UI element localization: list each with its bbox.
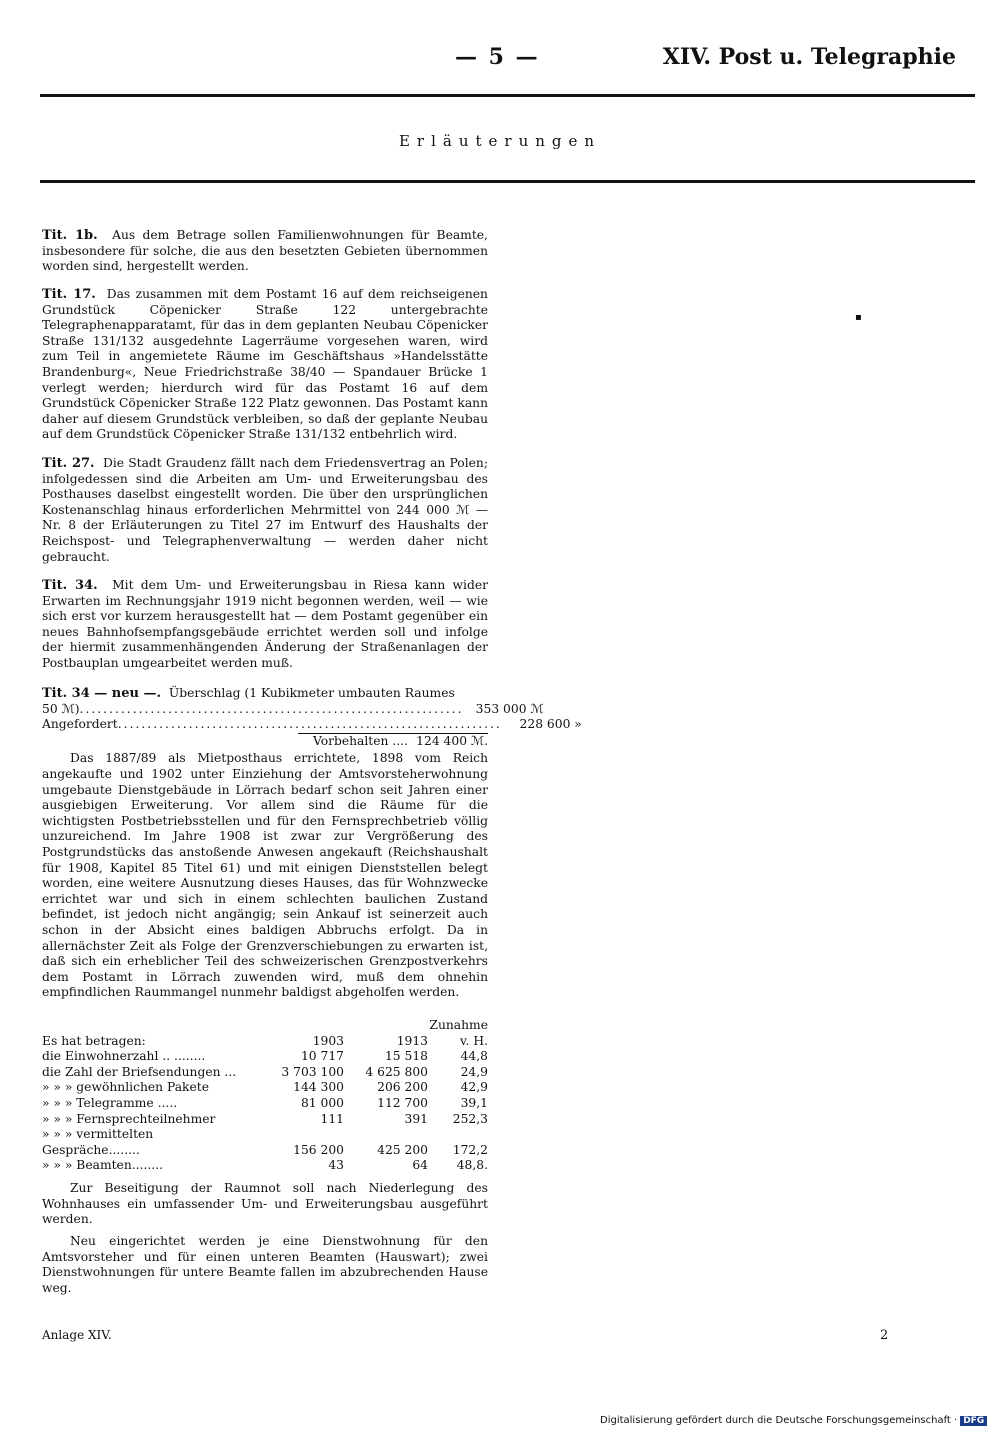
- paragraph-text: Mit dem Um- und Erweiterungsbau in Riesa kann wider Erwarten im Rechnungsjahr 1919 nicht begonnen werden, weil — wie sich erst vor kurzem herausgestellt hat — dem Postamt gegenüber ein neues Bahnhofsempfangsgebäude errichtet werden soll und infolge der hiermit zusammenhängenden Änderung der Straßenanlagen der Postbauplan umgearbeitet werden muß.: [42, 578, 488, 670]
- reserved-value: 124 400 ℳ.: [416, 733, 488, 748]
- table-row: [42, 1112, 488, 1128]
- column-header: Zunahme v. H.: [429, 1018, 488, 1048]
- header-rule: [40, 94, 975, 97]
- digitization-note: [600, 1415, 987, 1426]
- paragraph-text: Aus dem Betrage sollen Familienwohnungen für Beamte, insbesondere für solche, die aus den besetzten Gebieten übernommen worden sind, hergestellt werden.: [42, 228, 488, 274]
- reserved-label: Vorbehalten ....: [312, 733, 408, 748]
- row-label: » » » vermittelten Gespräche........: [42, 1127, 154, 1157]
- row-label: » » » Telegramme .....: [42, 1095, 178, 1110]
- row-label: » » » gewöhnlichen Pakete: [42, 1080, 209, 1095]
- row-label: » » » Beamten........: [42, 1158, 164, 1173]
- column-header: Es hat betragen:: [42, 1033, 146, 1048]
- title-label: Tit. 1b.: [42, 228, 98, 243]
- estimate-row: [42, 701, 544, 718]
- requested-row: [42, 717, 582, 733]
- row-label: » » » Fernsprechteilnehmer: [42, 1111, 216, 1126]
- value-1903: 111: [320, 1111, 344, 1126]
- value-increase: 24,9: [460, 1064, 488, 1079]
- paragraph-text: Die Stadt Graudenz fällt nach dem Friedensvertrag an Polen; infolgedessen sind die Arbeiten am Um- und Erweiterungsbau des Posthauses daselbst eingestellt worden. Die über den ursprünglichen Kostenanschlag hinaus erforderlichen Mehrmittel von 244 000 ℳ — Nr. 8 der Erläuterungen zu Titel 27 im Entwurf des Haushalts der Reichspost- und Telegraphenverwaltung — werden daher nicht gebraucht.: [42, 456, 488, 564]
- paragraph-tit-34: [42, 578, 488, 672]
- table-row: [42, 1049, 488, 1065]
- statistics-table-wrap: [42, 1018, 488, 1174]
- title-label: Tit. 17.: [42, 287, 96, 302]
- paragraph-tit-1b: [42, 228, 488, 275]
- speck-mark: ▪: [855, 312, 862, 323]
- row-label: die Zahl der Briefsendungen ...: [42, 1064, 237, 1079]
- column-header: 1903: [312, 1033, 344, 1048]
- closing-text: Neu eingerichtet werden je eine Dienstwohnung für den Amtsvorsteher und für einen unteren Beamten (Hauswart); zwei Dienstwohnungen für untere Beamte fallen im abzubrechenden Hause weg.: [42, 1234, 488, 1295]
- estimate-label: 50 ℳ): [42, 701, 80, 716]
- table-row: [42, 1065, 488, 1081]
- value-1903: 81 000: [300, 1095, 344, 1110]
- row-label: die Einwohnerzahl .. ........: [42, 1049, 206, 1064]
- value-increase: 48,8.: [456, 1158, 488, 1173]
- value-1903: 3 703 100: [281, 1064, 344, 1079]
- table-row: [42, 1158, 488, 1174]
- statistics-table: [42, 1018, 488, 1174]
- value-1913: 391: [404, 1111, 428, 1126]
- table-header-row: [42, 1018, 488, 1049]
- page-heading: Erläuterungen: [398, 132, 602, 150]
- value-1903: 156 200: [293, 1142, 344, 1157]
- value-1913: 15 518: [384, 1049, 428, 1064]
- appendix-label: Anlage XIV.: [42, 1328, 112, 1342]
- title-label: Tit. 34 — neu —.: [42, 686, 162, 701]
- value-1913: 206 200: [377, 1080, 428, 1095]
- reserved-row: [298, 733, 488, 750]
- closing-paragraph-1: [42, 1181, 488, 1228]
- dot-leader: .................................................................: [79, 701, 464, 716]
- loerrach-text: Das 1887/89 als Mietposthaus errichtete, 1898 vom Reich angekaufte und 1902 unter Einziehung der Amtsvorsteherwohnung umgebaute Dienstgebäude in Lörrach bedarf schon seit Jahren einer ausgiebigen Erweiterung. Vor allem sind die Räume für die wichtigsten Postbetriebsstellen und für den Fernsprechbetrieb völlig unzureichend. Im Jahre 1908 ist zwar zur Vergrößerung des Postgrundstücks das anstoßende Anwesen angekauft (Reichshaushalt für 1908, Kapitel 85 Titel 61) und mit einigen Dienststellen belegt worden, eine weitere Ausnutzung dieses Hauses, das für Wohnzwecke errichtet war und sich in einem schlechten baulichen Zustand befindet, ist jedoch nicht angängig; sein Ankauf ist seinerzeit auch schon in der Absicht eines baldigen Abbruchs erfolgt. Da in allernächster Zeit als Folge der Grenzverschiebungen zu erwarten ist, daß sich ein erheblicher Teil des schweizerischen Grenzpostverkehrs dem Postamt in Lörrach zuwenden wird, muß dem ohnehin empfindlichen Raummangel nunmehr baldigst abgeholfen werden.: [42, 751, 488, 1000]
- value-increase: 252,3: [452, 1111, 488, 1126]
- value-1913: 64: [412, 1158, 428, 1173]
- value-1903: 43: [328, 1158, 344, 1173]
- value-1903: 144 300: [293, 1080, 344, 1095]
- column-header: 1913: [396, 1033, 428, 1048]
- requested-value: 228 600 »: [519, 717, 582, 732]
- value-increase: 39,1: [460, 1095, 488, 1110]
- value-increase: 172,2: [452, 1142, 488, 1157]
- value-1913: 425 200: [377, 1142, 428, 1157]
- paragraph-text: Das zusammen mit dem Postamt 16 auf dem reichseigenen Grundstück Cöpenicker Straße 122 untergebrachte Telegraphenapparatamt, für das in dem geplanten Neubau Cöpenicker Straße 131/132 ausgedehnte Lagerräume vorgesehen waren, wird zum Teil in angemietete Räume im Geschäftshaus »Handelsstätte Brandenburg«, Neue Friedrichstraße 38/40 — Spandauer Brücke 1 verlegt werden; hierdurch wird für das Postamt 16 auf dem Grundstück Cöpenicker Straße 122 Platz gewonnen. Das Postamt kann daher auf diesem Grundstück verbleiben, so daß der geplante Neubau auf dem Grundstück Cöpenicker Straße 131/132 entbehrlich wird.: [42, 287, 488, 442]
- requested-label: Angefordert: [42, 717, 118, 732]
- sheet-number: 2: [880, 1328, 889, 1343]
- table-row: [42, 1096, 488, 1112]
- dfg-logo: DFG: [960, 1416, 987, 1426]
- digitization-text: Digitalisierung gefördert durch die Deutsche Forschungsgemeinschaft ·: [600, 1415, 958, 1426]
- closing-text: Zur Beseitigung der Raumnot soll nach Niederlegung des Wohnhauses ein umfassender Um- und Erweiterungsbau ausgeführt werden.: [42, 1181, 488, 1227]
- paragraph-tit-27: [42, 456, 488, 565]
- dot-leader: .................................................................: [117, 717, 502, 732]
- paragraph-tit-17: [42, 287, 488, 443]
- page-number: — 5 —: [455, 44, 540, 70]
- value-increase: 42,9: [460, 1080, 488, 1095]
- estimate-line: Überschlag (1 Kubikmeter umbauten Raumes: [168, 686, 455, 700]
- value-1913: 4 625 800: [365, 1064, 428, 1079]
- estimate-value: 353 000 ℳ: [475, 701, 544, 716]
- section-title: XIV. Post u. Telegraphie: [662, 44, 956, 70]
- heading-rule: [40, 180, 975, 183]
- table-row: [42, 1080, 488, 1096]
- value-1913: 112 700: [377, 1095, 428, 1110]
- value-increase: 44,8: [460, 1049, 488, 1064]
- paragraph-tit-34-neu: [42, 686, 582, 1001]
- title-label: Tit. 27.: [42, 456, 95, 471]
- closing-paragraph-2: [42, 1234, 488, 1296]
- title-label: Tit. 34.: [42, 578, 98, 593]
- value-1903: 10 717: [300, 1049, 344, 1064]
- table-row: [42, 1127, 488, 1158]
